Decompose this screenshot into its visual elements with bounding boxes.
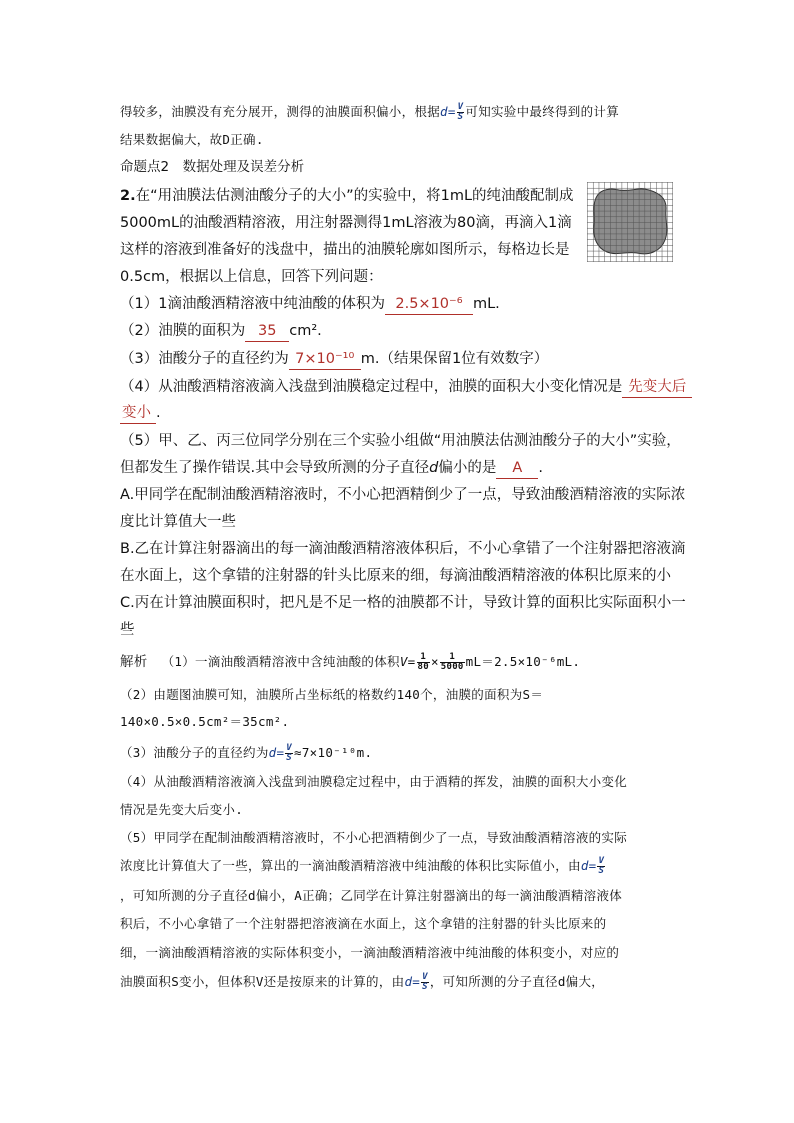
solution-label: 解析 bbox=[120, 654, 148, 670]
fraction-1-over-5000: $\frac{1}{5000}$ bbox=[440, 652, 464, 672]
part-4-line-1: （4）从油酸酒精溶液滴入浅盘到油膜稳定过程中，油膜的面积大小变化情况是 先变大后 bbox=[120, 377, 692, 398]
fraction-v-over-s: $\frac{V}{S}$ bbox=[286, 743, 293, 763]
answer-4b: 变小 bbox=[122, 405, 151, 421]
formula-d: d= bbox=[440, 104, 456, 119]
option-c-line-2: 些 bbox=[120, 622, 135, 638]
solution-5-line-1: （5）甲同学在配制油酸酒精溶液时，不小心把酒精倒少了一点，导致油酸酒精溶液的实际 bbox=[120, 830, 628, 845]
part-3: （3）油酸分子的直径约为 7×10⁻¹⁰ m.（结果保留1位有效数字） bbox=[120, 349, 548, 370]
part-5-line-1: （5）甲、乙、丙三位同学分别在三个实验小组做“用油膜法估测油酸分子的大小”实验， bbox=[120, 433, 681, 449]
question-line-2: 5000mL的油酸酒精溶液，用注射器测得1mL溶液为80滴，再滴入1滴 bbox=[120, 215, 572, 231]
answer-4a: 先变大后 bbox=[628, 379, 687, 395]
answer-3: 7×10⁻¹⁰ bbox=[295, 351, 355, 367]
answer-1: 2.5×10⁻⁶ bbox=[395, 296, 463, 312]
fraction-v-over-s: $\frac{V}{S}$ bbox=[598, 856, 605, 876]
prev-solution-line-1 bbox=[120, 102, 619, 122]
fraction-1-over-80: $\frac{1}{80}$ bbox=[417, 652, 429, 672]
solution-5-line-4: 积后，不小心拿错了一个注射器把溶液滴在水面上，这个拿错的注射器的针头比原来的 bbox=[120, 916, 607, 931]
question-number: 2. bbox=[120, 188, 136, 204]
solution-2-line-1: （2）由题图油膜可知，油膜所占坐标纸的格数约140个，油膜的面积为S＝ bbox=[120, 687, 544, 702]
option-b-line-1: B.乙在计算注射器滴出的每一滴油酸酒精溶液体积后，不小心拿错了一个注射器把溶液滴 bbox=[120, 541, 686, 557]
part-2: （2）油膜的面积为 35 cm². bbox=[120, 321, 322, 342]
solution-5-line-5: 细，一滴油酸酒精溶液的实际体积变小，一滴油酸酒精溶液中纯油酸的体积变小，对应的 bbox=[120, 945, 620, 960]
text: 可知实验中最终得到的计算 bbox=[465, 104, 619, 119]
fraction-v-over-s: $\frac{V}{S}$ bbox=[422, 972, 428, 992]
solution-5-line-3: ，可知所测的分子直径d偏小，A正确；乙同学在计算注射器滴出的每一滴油酸酒精溶液体 bbox=[120, 888, 623, 903]
option-a-line-2: 度比计算值大一些 bbox=[120, 514, 236, 530]
solution-1: 解析 （1）一滴油酸酒精溶液中含纯油酸的体积V= $\frac{1}{80}$ × $\frac{1}{5000}$ mL＝2.5×10⁻⁶mL. bbox=[120, 652, 581, 672]
question-line-1: 2.在“用油膜法估测油酸分子的大小”的实验中，将1mL的纯油酸配制成 bbox=[120, 188, 574, 204]
solution-5-line-2: 浓度比计算值大了一些，算出的一滴油酸酒精溶液中纯油酸的体积比实际值小，由d= $\frac{V}{S}$ bbox=[120, 856, 605, 876]
solution-2-line-2: 140×0.5×0.5cm²＝35cm². bbox=[120, 714, 290, 729]
answer-2: 35 bbox=[258, 323, 277, 339]
text: 得较多，油膜没有充分展开，测得的油膜面积偏小，根据 bbox=[120, 104, 441, 119]
option-c-line-1: C.丙在计算油膜面积时，把凡是不足一格的油膜都不计，导致计算的面积比实际面积小一 bbox=[120, 595, 686, 611]
answer-5: A bbox=[512, 460, 523, 476]
option-b-line-2: 在水面上，这个拿错的注射器的针头比原来的细，每滴油酸酒精溶液的体积比原来的小 bbox=[120, 568, 671, 584]
solution-5-line-6: 油膜面积S变小，但体积V还是按原来的计算的，由d= $\frac{V}{S}$ ，可知所测的分子直径d偏大， bbox=[120, 972, 605, 992]
part-4-line-2: 变小 . bbox=[120, 403, 161, 424]
section-title: 命题点2 数据处理及误差分析 bbox=[120, 159, 305, 175]
part-5-line-2: 但都发生了操作错误.其中会导致所测的分子直径d偏小的是 A . bbox=[120, 458, 543, 479]
oil-film-grid-figure bbox=[587, 182, 673, 262]
prev-solution-line-2: 结果数据偏大，故D正确. bbox=[120, 132, 264, 147]
part-1: （1）1滴油酸酒精溶液中纯油酸的体积为 2.5×10⁻⁶ mL. bbox=[120, 294, 500, 315]
question-line-3: 这样的溶液到准备好的浅盘中，描出的油膜轮廓如图所示，每格边长是 bbox=[120, 242, 570, 258]
solution-3: （3）油酸分子的直径约为d= $\frac{V}{S}$ ≈7×10⁻¹⁰m. bbox=[120, 743, 373, 763]
option-a-line-1: A.甲同学在配制油酸酒精溶液时，不小心把酒精倒少了一点，导致油酸酒精溶液的实际浓 bbox=[120, 487, 686, 503]
solution-4-line-2: 情况是先变大后变小. bbox=[120, 802, 244, 817]
fraction-v-over-s: $\frac{V}{S}$ bbox=[457, 102, 464, 122]
solution-4-line-1: （4）从油酸酒精溶液滴入浅盘到油膜稳定过程中，由于酒精的挥发，油膜的面积大小变化 bbox=[120, 774, 628, 789]
question-line-4: 0.5cm，根据以上信息，回答下列问题： bbox=[120, 269, 383, 285]
